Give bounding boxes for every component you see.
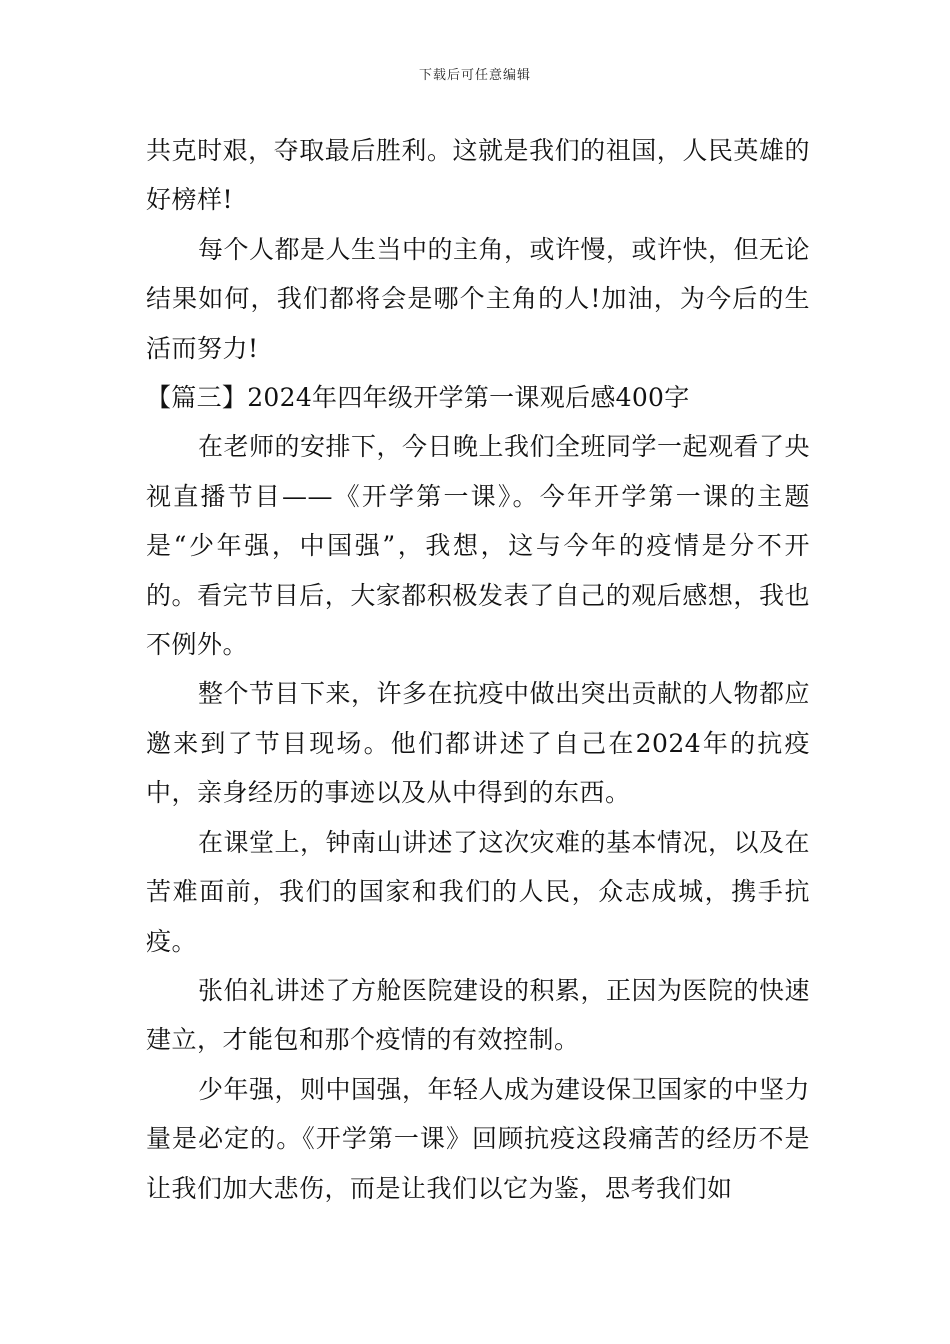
page-header-note: 下载后可任意编辑: [418, 68, 531, 83]
paragraph-protagonist: 每个人都是人生当中的主角，或许慢，或许快，但无论结果如何，我们都将会是哪个主角的人!加油，为今后的生活而努力!: [146, 234, 811, 363]
section-heading: 【篇三】2024年四年级开学第一课观后感400字: [146, 383, 690, 413]
paragraph-youth-strong: 少年强，则中国强，年轻人成为建设保卫国家的中坚力量是必定的。《开学第一课》回顾抗疫这段痛苦的经历不是让我们加大悲伤，而是让我们以它为鉴，思考我们如: [146, 1074, 811, 1203]
paragraph-zhang-boli: 张伯礼讲述了方舱医院建设的积累，正因为医院的快速建立，才能包和那个疫情的有效控制。: [146, 975, 811, 1055]
paragraph-intro: 在老师的安排下，今日晚上我们全班同学一起观看了央视直播节目——《开学第一课》。今年开学第一课的主题是“少年强，中国强”，我想，这与今年的疫情是分不开的。看完节目后，大家都积极发表了自己的观后感想，我也不例外。: [146, 432, 811, 660]
paragraph-continuation: 共克时艰，夺取最后胜利。这就是我们的祖国，人民英雄的好榜样!: [146, 136, 810, 215]
paragraph-program: 整个节目下来，许多在抗疫中做出突出贡献的人物都应邀来到了节目现场。他们都讲述了自己在2024年的抗疫中，亲身经历的事迹以及从中得到的东西。: [146, 679, 811, 808]
paragraph-zhong-nanshan: 在课堂上，钟南山讲述了这次灾难的基本情况，以及在苦难面前，我们的国家和我们的人民，众志成城，携手抗疫。: [146, 827, 811, 956]
document-body: [146, 126, 810, 1213]
